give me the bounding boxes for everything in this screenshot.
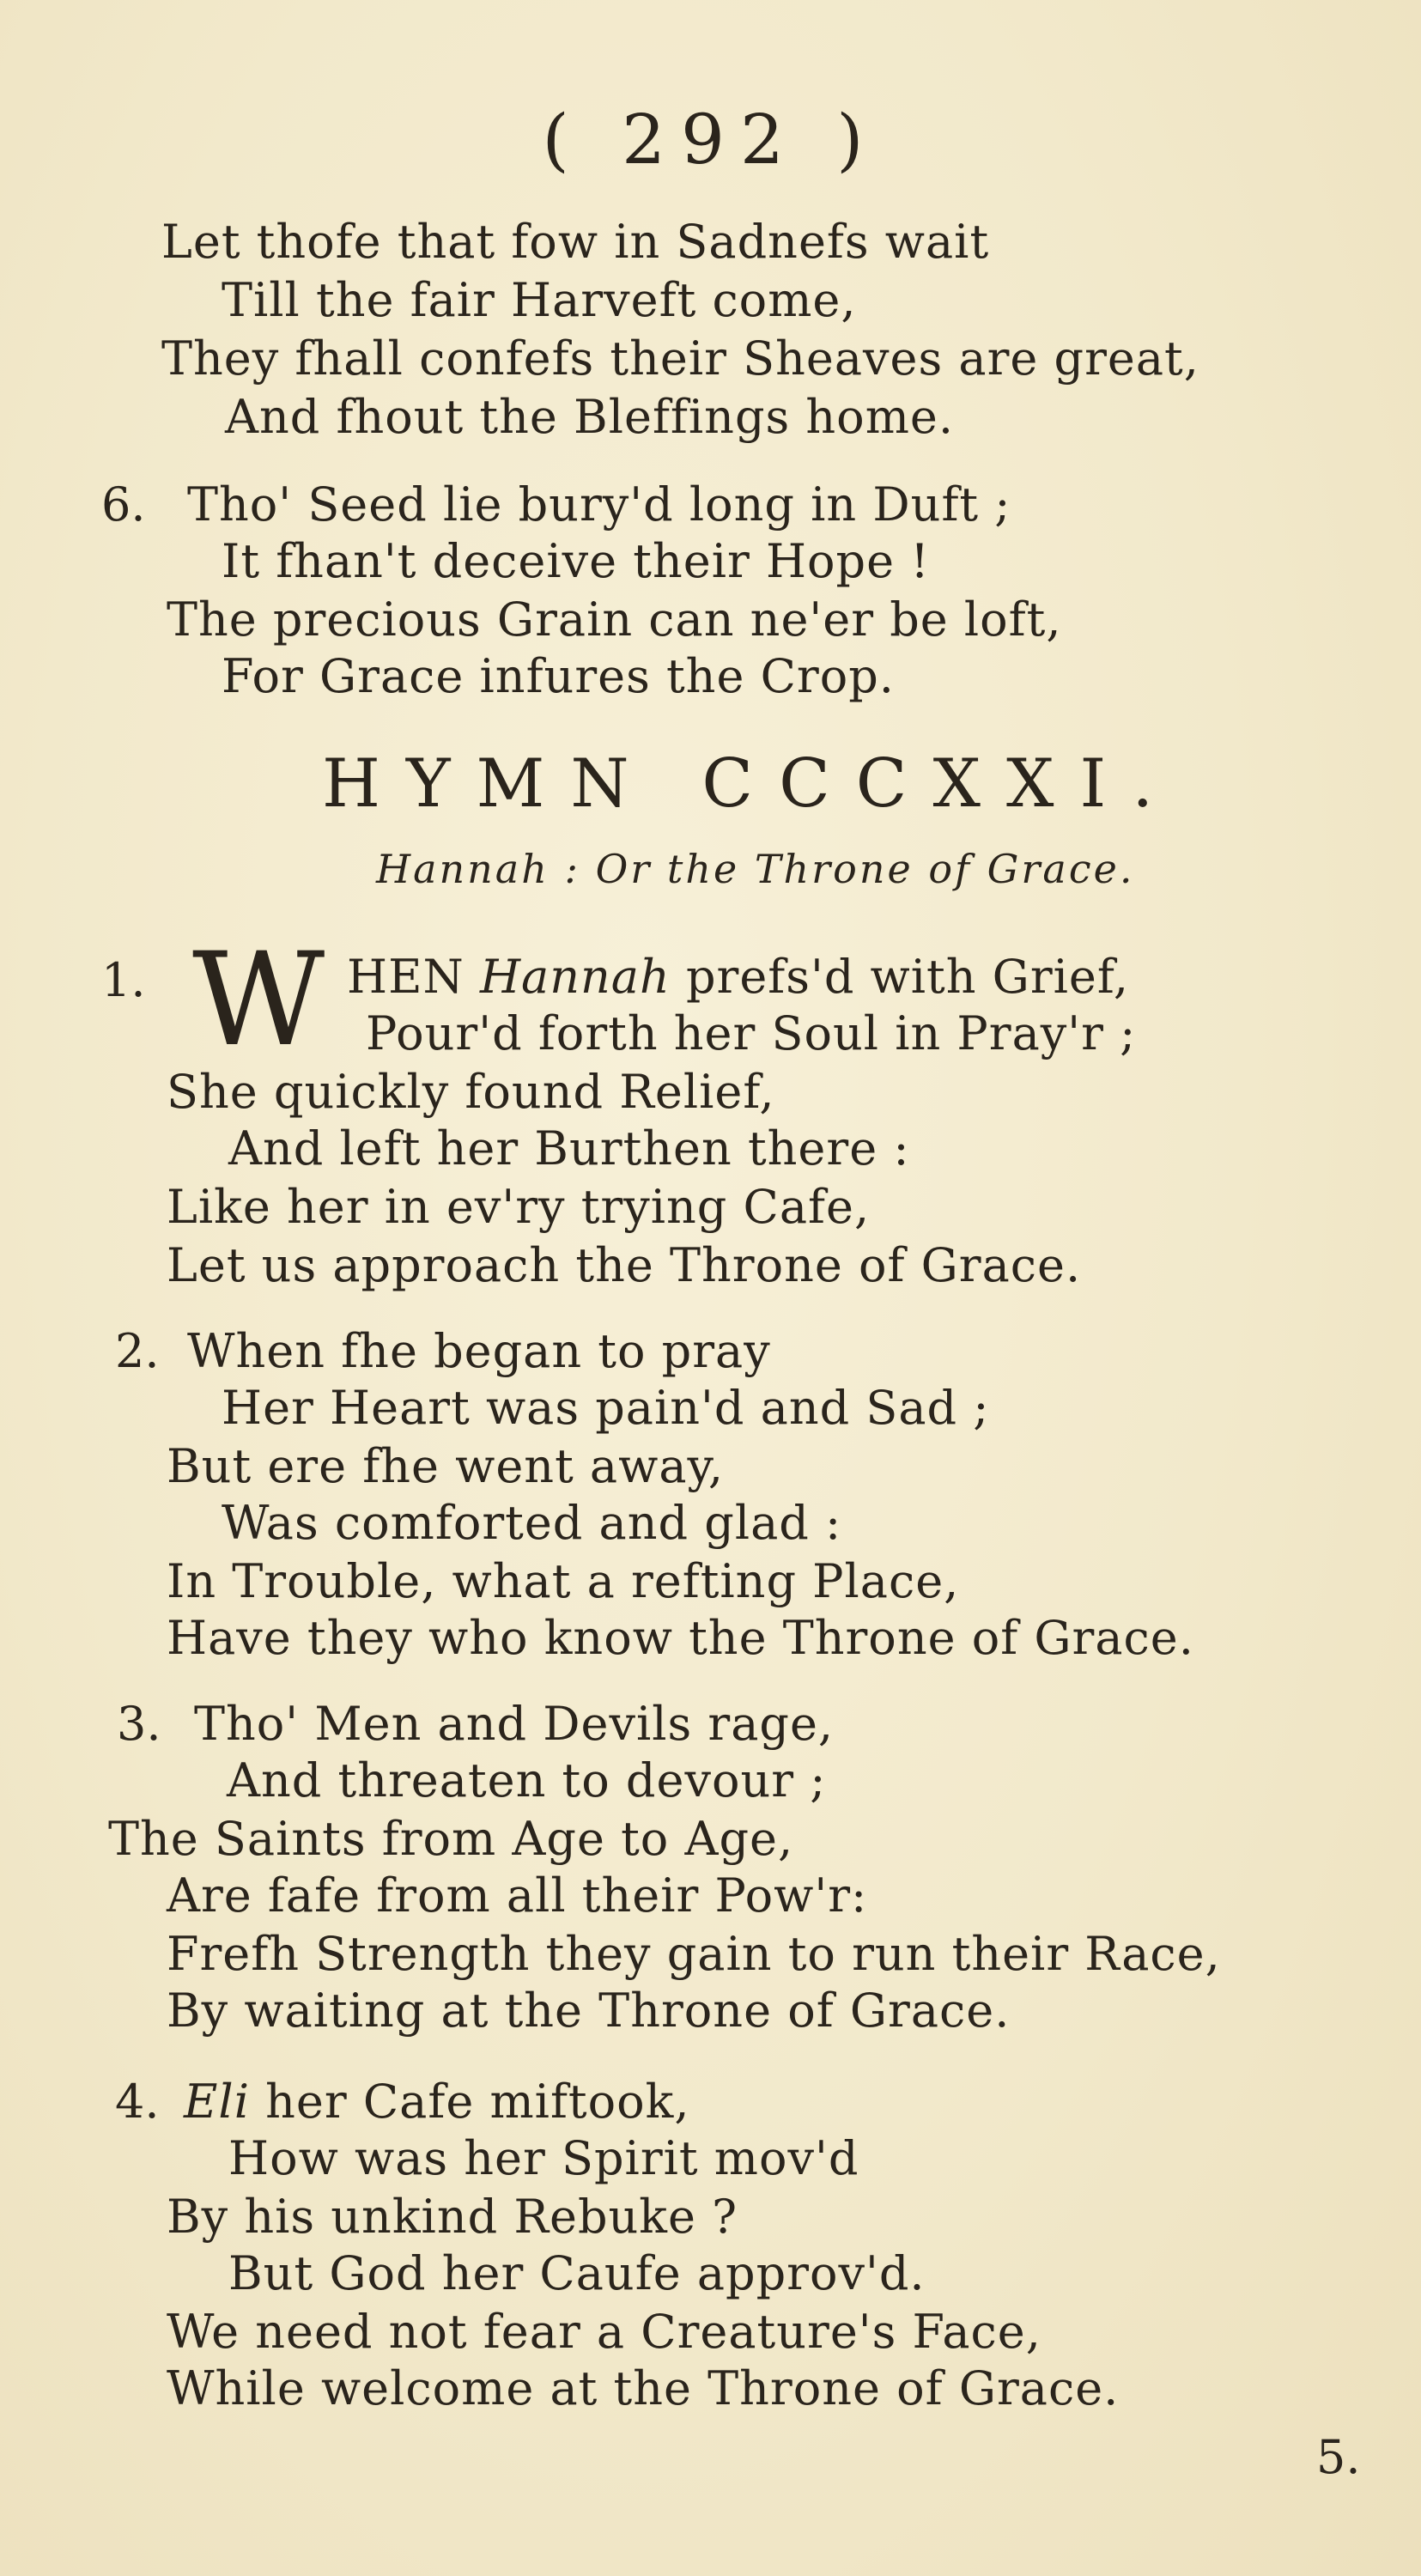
verse-line: Like her in ev'ry trying Cafe, <box>167 1180 871 1234</box>
stanza-number: 4. <box>115 2075 160 2129</box>
verse-line: When fhe began to pray <box>187 1324 771 1378</box>
verse-line: And left her Burthen there : <box>228 1121 910 1176</box>
verse-line: We need not fear a Creature's Face, <box>167 2305 1041 2359</box>
proper-name: Hannah <box>479 950 671 1004</box>
stanza-number: 1. <box>101 953 146 1007</box>
verse-line: They fhall confefs their Sheaves are great, <box>161 331 1199 386</box>
hymn-title: HYMN CCCXXI. <box>322 745 1180 823</box>
verse-line: By waiting at the Throne of Grace. <box>167 1984 1011 2038</box>
verse-line: Her Heart was pain'd and Sad ; <box>222 1381 990 1435</box>
verse-line: The Saints from Age to Age, <box>108 1812 794 1866</box>
verse-line: Tho' Men and Devils rage, <box>194 1697 835 1751</box>
first-line-end: prefs'd with Grief, <box>685 950 1130 1004</box>
verse-line: Let us approach the Throne of Grace. <box>167 1238 1082 1292</box>
verse-line: How was her Spirit mov'd <box>228 2131 859 2185</box>
verse-line: And fhout the Bleffings home. <box>225 390 955 444</box>
verse-line: By his unkind Rebuke ? <box>167 2190 738 2244</box>
page-number: ( 292 ) <box>542 100 879 179</box>
catchword: 5. <box>1316 2430 1361 2484</box>
verse-line: But God her Caufe approv'd. <box>228 2246 926 2300</box>
verse-line: She quickly found Relief, <box>167 1065 775 1119</box>
verse-line: But ere fhe went away, <box>167 1439 725 1493</box>
verse-line-first <box>347 950 1129 1005</box>
verse-line: Pour'd forth her Soul in Pray'r ; <box>366 1006 1137 1060</box>
verse-line: And threaten to devour ; <box>227 1753 827 1807</box>
first-line-rest: her Cafe miftook, <box>265 2075 690 2129</box>
verse-line: Tho' Seed lie bury'd long in Duft ; <box>187 477 1011 532</box>
verse-line: Frefh Strength they gain to run their Race, <box>167 1927 1221 1981</box>
verse-line: For Grace infures the Crop. <box>222 649 895 703</box>
verse-line: In Trouble, what a refting Place, <box>167 1554 960 1608</box>
verse-line: The precious Grain can ne'er be loft, <box>167 592 1062 647</box>
stanza-number: 3. <box>117 1697 161 1751</box>
verse-number: 6. <box>101 477 146 532</box>
verse-line: Let thofe that fow in Sadnefs wait <box>161 215 990 269</box>
drop-cap: W <box>192 926 325 1075</box>
verse-line-first <box>184 2075 690 2129</box>
stanza-number: 2. <box>115 1324 160 1378</box>
proper-name: Eli <box>184 2075 250 2129</box>
verse-line: Till the fair Harveft come, <box>222 273 857 327</box>
verse-line: While welcome at the Throne of Grace. <box>167 2361 1120 2415</box>
first-word-rest: HEN <box>347 950 465 1004</box>
verse-line: Are fafe from all their Pow'r: <box>167 1868 868 1923</box>
verse-line: It fhan't deceive their Hope ! <box>222 534 930 588</box>
verse-line: Have they who know the Throne of Grace. <box>167 1611 1194 1665</box>
hymn-subtitle: Hannah : Or the Throne of Grace. <box>376 846 1135 892</box>
verse-line: Was comforted and glad : <box>222 1496 842 1550</box>
